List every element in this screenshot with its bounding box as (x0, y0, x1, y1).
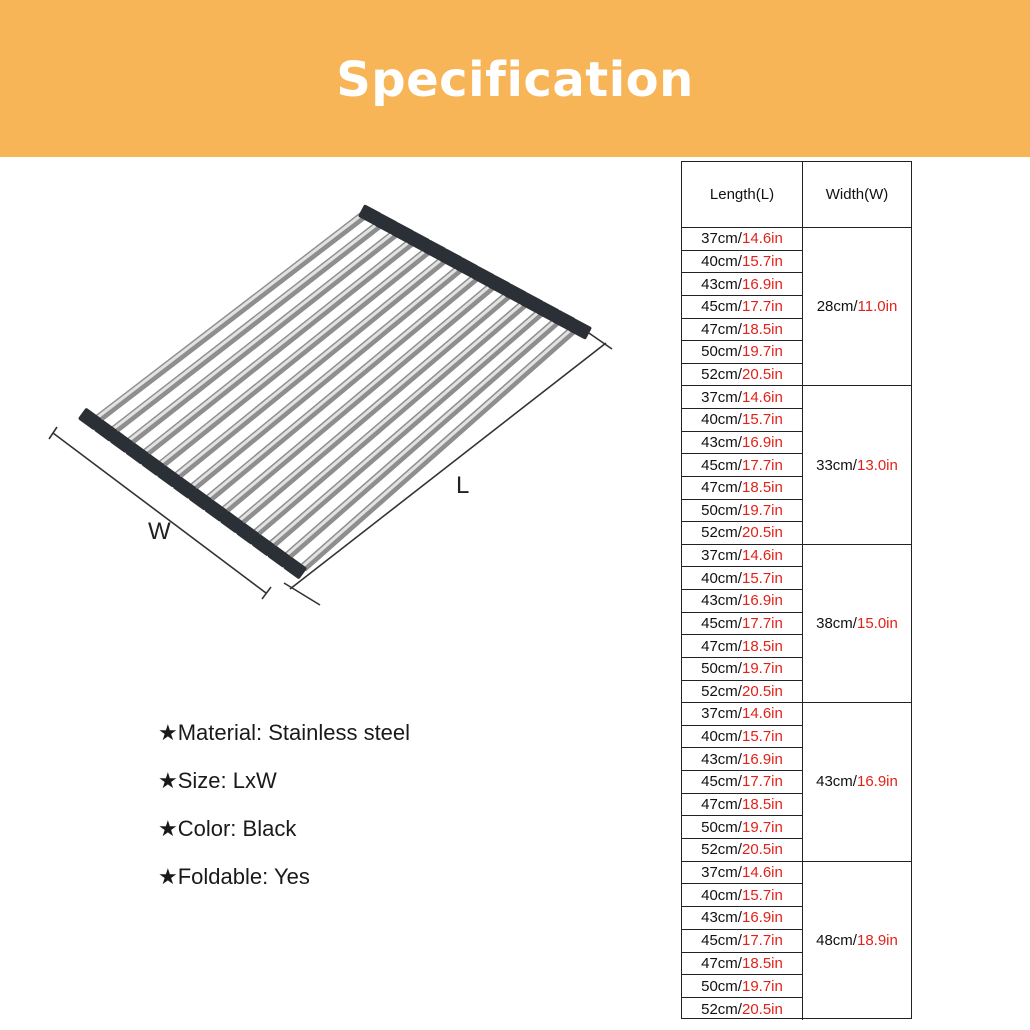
length-in: 20.5in (741, 366, 783, 384)
length-cell (682, 364, 802, 386)
width-in: 11.0in (857, 298, 898, 316)
size-group (682, 386, 911, 544)
w-label: W (148, 518, 171, 545)
width-in: 16.9in (856, 773, 898, 791)
width-in: 18.9in (856, 932, 898, 950)
length-cm: 37cm/ (701, 705, 742, 723)
length-cell (682, 477, 802, 500)
length-in: 14.6in (741, 863, 783, 881)
length-in: 16.9in (741, 909, 783, 927)
length-cm: 37cm/ (701, 547, 742, 565)
size-table (681, 161, 912, 1019)
length-in: 15.7in (741, 252, 783, 270)
length-cm: 47cm/ (701, 637, 742, 655)
length-cell (682, 884, 802, 907)
steel-rod (193, 268, 461, 488)
length-cell (682, 613, 802, 636)
length-cell (682, 522, 802, 544)
length-cell (682, 590, 802, 613)
length-cell (682, 567, 802, 590)
length-cm: 37cm/ (701, 388, 742, 406)
length-cm: 50cm/ (701, 501, 742, 519)
header-banner (0, 0, 1030, 157)
length-column (682, 862, 803, 1020)
width-cell (803, 703, 911, 860)
feature-color: ★Color: Black (158, 816, 297, 841)
length-cm: 40cm/ (701, 252, 742, 270)
length-in: 20.5in (741, 524, 783, 542)
length-cell (682, 545, 802, 568)
length-cm: 47cm/ (701, 479, 742, 497)
length-cell (682, 953, 802, 976)
length-in: 14.6in (741, 230, 783, 248)
length-cell (682, 409, 802, 432)
length-in: 18.5in (741, 795, 783, 813)
length-cm: 47cm/ (701, 320, 742, 338)
length-cm: 43cm/ (701, 592, 742, 610)
length-cm: 45cm/ (701, 932, 742, 950)
length-in: 20.5in (741, 1000, 783, 1018)
length-cm: 37cm/ (701, 863, 742, 881)
length-cell (682, 816, 802, 839)
length-cm: 52cm/ (701, 1000, 742, 1018)
length-cm: 50cm/ (701, 343, 742, 361)
length-cell (682, 635, 802, 658)
width-cell (803, 228, 911, 385)
width-cell (803, 862, 911, 1020)
width-cm: 28cm/ (816, 298, 858, 316)
length-cm: 40cm/ (701, 886, 742, 904)
length-in: 18.5in (741, 637, 783, 655)
roll-up-rack-illustration (40, 195, 620, 615)
length-cm: 43cm/ (701, 909, 742, 927)
length-in: 18.5in (741, 479, 783, 497)
size-group (682, 862, 911, 1020)
length-cm: 50cm/ (701, 977, 742, 995)
length-in: 19.7in (741, 977, 783, 995)
length-cell (682, 998, 802, 1020)
length-cm: 47cm/ (701, 955, 742, 972)
length-cell (682, 726, 802, 749)
length-cm: 40cm/ (701, 728, 742, 746)
length-in: 17.7in (741, 614, 783, 632)
length-cm: 52cm/ (701, 524, 742, 542)
length-cm: 40cm/ (701, 411, 742, 429)
header-length: Length(L) (682, 162, 803, 227)
length-cell (682, 500, 802, 523)
length-cell (682, 839, 802, 861)
steel-rods (98, 213, 574, 568)
length-cm: 43cm/ (701, 750, 742, 768)
steel-rod (208, 276, 477, 499)
length-in: 20.5in (741, 841, 783, 859)
length-in: 19.7in (741, 660, 783, 678)
length-column (682, 228, 803, 385)
length-cell (682, 432, 802, 455)
feature-list (158, 716, 618, 908)
length-cm: 52cm/ (701, 841, 742, 859)
length-in: 16.9in (741, 275, 783, 293)
table-header-row (682, 162, 911, 228)
length-cm: 45cm/ (701, 456, 742, 474)
length-in: 15.7in (741, 886, 783, 904)
length-in: 16.9in (741, 592, 783, 610)
length-in: 19.7in (741, 818, 783, 836)
length-in: 17.7in (741, 773, 783, 791)
width-in: 15.0in (856, 614, 898, 632)
length-cm: 45cm/ (701, 773, 742, 791)
length-column (682, 545, 803, 702)
feature-size: ★Size: LxW (158, 768, 277, 793)
l-label: L (456, 472, 470, 499)
length-cell (682, 454, 802, 477)
page-title: Specification (336, 52, 694, 108)
length-in: 14.6in (741, 388, 783, 406)
length-cm: 37cm/ (701, 230, 742, 248)
feature-material: ★Material: Stainless steel (158, 720, 411, 745)
length-cm: 52cm/ (701, 682, 742, 700)
size-group (682, 703, 911, 861)
length-column (682, 703, 803, 860)
length-cell (682, 930, 802, 953)
feature-foldable: ★Foldable: Yes (158, 864, 310, 889)
length-cell (682, 341, 802, 364)
length-in: 15.7in (741, 569, 783, 587)
length-in: 16.9in (741, 750, 783, 768)
length-cell (682, 794, 802, 817)
length-cm: 40cm/ (701, 569, 742, 587)
width-cm: 48cm/ (816, 932, 857, 950)
length-in: 15.7in (741, 728, 783, 746)
length-cell (682, 386, 802, 409)
length-in: 19.7in (741, 343, 783, 361)
length-cell (682, 658, 802, 681)
length-in: 14.6in (741, 705, 783, 723)
length-in: 19.7in (741, 501, 783, 519)
length-cm: 50cm/ (701, 818, 742, 836)
size-group (682, 228, 911, 386)
length-cm: 47cm/ (701, 795, 742, 813)
width-cell (803, 386, 911, 543)
length-in: 16.9in (741, 433, 783, 451)
length-cm: 43cm/ (701, 275, 742, 293)
length-cell (682, 975, 802, 998)
length-in: 14.6in (741, 547, 783, 565)
length-cell (682, 273, 802, 296)
length-cell (682, 771, 802, 794)
length-cm: 52cm/ (701, 366, 742, 384)
length-cell (682, 907, 802, 930)
length-cell (682, 319, 802, 342)
length-cell (682, 296, 802, 319)
width-cm: 43cm/ (816, 773, 857, 791)
length-cm: 45cm/ (701, 614, 742, 632)
length-cell (682, 703, 802, 726)
length-in: 20.5in (741, 682, 783, 700)
length-in: 15.7in (741, 411, 783, 429)
width-cell (803, 545, 911, 702)
length-cell (682, 228, 802, 251)
length-in: 17.7in (741, 456, 783, 474)
length-in: 18.5in (741, 320, 783, 338)
length-cell (682, 748, 802, 771)
width-cm: 38cm/ (816, 614, 857, 632)
length-cell (682, 681, 802, 703)
size-group (682, 545, 911, 703)
length-cell (682, 862, 802, 885)
length-in: 18.5in (741, 955, 783, 972)
width-in: 13.0in (856, 456, 898, 474)
length-cell (682, 251, 802, 274)
header-width: Width(W) (825, 186, 889, 203)
length-column (682, 386, 803, 543)
length-cm: 50cm/ (701, 660, 742, 678)
length-cm: 43cm/ (701, 433, 742, 451)
width-cm: 33cm/ (816, 456, 857, 474)
length-cm: 45cm/ (701, 298, 742, 316)
length-in: 17.7in (741, 298, 783, 316)
length-in: 17.7in (741, 932, 783, 950)
